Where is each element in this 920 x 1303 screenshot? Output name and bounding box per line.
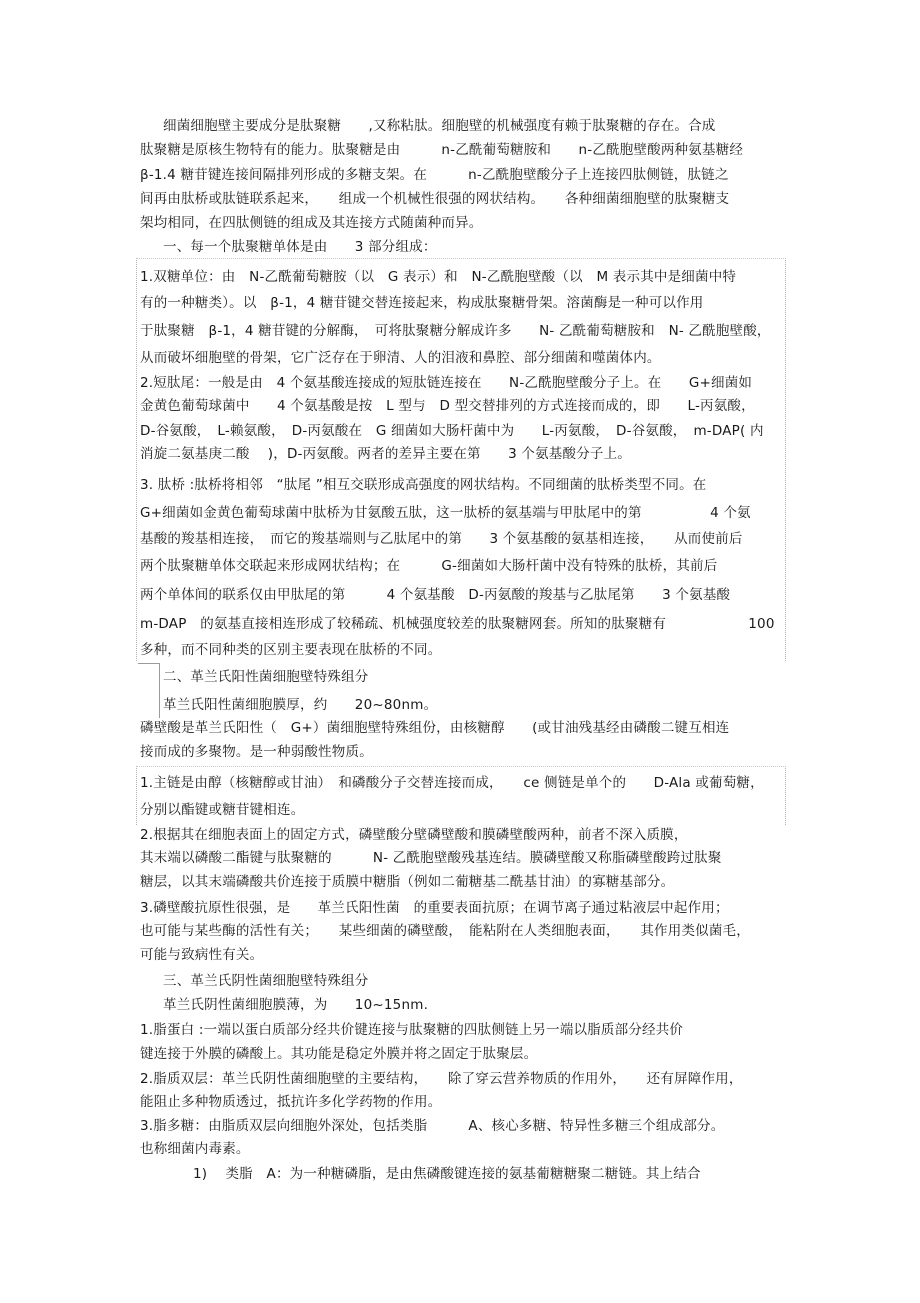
text-line: 从而破坏细胞壁的骨架，它广泛存在于卵清、人的泪液和鼻腔、部分细菌和噬菌体内。 bbox=[140, 350, 661, 366]
text-line: 1.双糖单位：由 N-乙酰葡萄糖胺（以 G 表示）和 N-乙酰胞壁酸（以 M 表示其中是细菌中特 bbox=[140, 269, 737, 285]
text-line: m-DAP 的氨基直接相连形成了较稀疏、机械强度较差的肽聚糖网套。所知的肽聚糖有 100 bbox=[140, 616, 775, 632]
text-line: 1.主链是由醇（核糖醇或甘油） 和磷酸分子交替连接而成， ce 侧链是单个的 D-Ala 或葡萄糖， bbox=[140, 775, 764, 791]
text-line: 分别以酯键或糖苷键相连。 bbox=[140, 802, 305, 818]
text-line: 基酸的羧基相连接， 而它的羧基端则与乙肽尾中的第 3 个氨基酸的氨基相连接， 从而使前后 bbox=[140, 531, 743, 547]
text-line: 肽聚糖是原核生物特有的能力。肽聚糖是由 n-乙酰葡萄糖胺和 n-乙酰胞壁酸两种氨基糖经 bbox=[140, 142, 744, 158]
text-line: 两个肽聚糖单体交联起来形成网状结构；在 G-细菌如大肠杆菌中没有特殊的肽桥，其前后 bbox=[140, 558, 718, 574]
section-heading: 二、革兰氏阳性菌细胞壁特殊组分 bbox=[163, 669, 369, 685]
text-line: G+细菌如金黄色葡萄球菌中肽桥为甘氨酸五肽，这一肽桥的氨基端与甲肽尾中的第 4 个氨 bbox=[140, 505, 751, 521]
section-heading: 三、革兰氏阴性菌细胞壁特殊组分 bbox=[163, 973, 369, 989]
text-line: 其末端以磷酸二酯键与肽聚糖的 N- 乙酰胞壁酸残基连结。膜磷壁酸又称脂磷壁酸跨过肽聚 bbox=[140, 850, 722, 866]
bracket-rule-vertical bbox=[159, 664, 160, 718]
text-line: β-1.4 糖苷键连接间隔排列形成的多糖支架。在 n-乙酰胞壁酸分子上连接四肽侧链，肽链之 bbox=[140, 167, 729, 183]
text-line: 金黄色葡萄球菌中 4 个氨基酸是按 L 型与 D 型交替排列的方式连接而成的，即 L-丙氨酸， bbox=[140, 398, 755, 414]
text-line: 两个单体间的联系仅由甲肽尾的第 4 个氨基酸 D-丙氨酸的羧基与乙肽尾第 3 个氨基酸 bbox=[140, 587, 731, 603]
text-line: D-谷氨酸， L-赖氨酸， D-丙氨酸在 G 细菌如大肠杆菌中为 L-丙氨酸， D-谷氨酸， m-DAP( 内 bbox=[140, 423, 764, 439]
text-line: 3.磷壁酸抗原性很强，是 革兰氏阳性菌 的重要表面抗原；在调节离子通过粘液层中起作用； bbox=[140, 900, 729, 916]
text-line: 有的一种糖类）。以 β-1，4 糖苷键交替连接起来，构成肽聚糖骨架。溶菌酶是一种可以作用 bbox=[140, 295, 704, 311]
text-line: 2.短肽尾：一般是由 4 个氨基酸连接成的短肽链连接在 N-乙酰胞壁酸分子上。在 G+细菌如 bbox=[140, 375, 753, 391]
text-line: 3. 肽桥 :肽桥将相邻 “肽尾 ”相互交联形成高强度的网状结构。不同细菌的肽桥类型不同。在 bbox=[140, 477, 707, 493]
section-heading: 一、每一个肽聚糖单体是由 3 部分组成： bbox=[163, 239, 437, 255]
text-line: 接而成的多聚物。是一种弱酸性物质。 bbox=[140, 744, 373, 760]
text-line: 架均相同，在四肽侧链的组成及其连接方式随菌种而异。 bbox=[140, 215, 483, 231]
text-line: 1.脂蛋白 :一端以蛋白质部分经共价键连接与肽聚糖的四肽侧链上另一端以脂质部分经共价 bbox=[140, 1022, 684, 1038]
text-line: 2.脂质双层：革兰氏阴性菌细胞壁的主要结构， 除了穿云营养物质的作用外， 还有屏障作用， bbox=[140, 1071, 743, 1087]
text-line: 于肽聚糖 β-1，4 糖苷键的分解酶， 可将肽聚糖分解成许多 N- 乙酰葡萄糖胺和 N- 乙酰胞壁酸， bbox=[140, 323, 771, 339]
text-line: 2.根据其在细胞表面上的固定方式，磷壁酸分壁磷壁酸和膜磷壁酸两种，前者不深入质膜， bbox=[140, 827, 688, 843]
text-line: 能阻止多种物质透过，抵抗许多化学药物的作用。 bbox=[140, 1094, 442, 1110]
text-line: 多种，而不同种类的区别主要表现在肽桥的不同。 bbox=[140, 642, 442, 658]
text-line: 键连接于外膜的磷酸上。其功能是稳定外膜并将之固定于肽聚层。 bbox=[140, 1046, 538, 1062]
text-line: 也称细菌内毒素。 bbox=[140, 1141, 250, 1157]
text-line: 细菌细胞壁主要成分是肽聚糖 ,又称粘肽。细胞壁的机械强度有赖于肽聚糖的存在。合成 bbox=[163, 118, 716, 134]
text-line: 糖层，以其末端磷酸共价连接于质膜中糖脂（例如二葡糖基二酰基甘油）的寡糖基部分。 bbox=[140, 874, 675, 890]
text-line: 间再由肽桥或肽链联系起来， 组成一个机械性很强的网状结构。 各种细菌细胞壁的肽聚糖支 bbox=[140, 191, 730, 207]
text-line: 革兰氏阳性菌细胞膜厚，约 20~80nm。 bbox=[163, 697, 438, 713]
text-line: 1) 类脂 A：为一种糖磷脂，是由焦磷酸键连接的氨基葡糖糖聚二糖链。其上结合 bbox=[193, 1166, 701, 1182]
text-line: 革兰氏阴性菌细胞膜薄，为 10~15nm. bbox=[163, 997, 429, 1013]
text-line: 可能与致病性有关。 bbox=[140, 947, 264, 963]
bracket-rule-horizontal bbox=[138, 663, 160, 664]
text-line: 3.脂多糖：由脂质双层向细胞外深处，包括类脂 A、核心多糖、特异性多糖三个组成部分。 bbox=[140, 1118, 725, 1134]
text-line: 也可能与某些酶的活性有关； 某些细菌的磷壁酸， 能粘附在人类细胞表面， 其作用类似菌毛， bbox=[140, 923, 750, 939]
text-line: 磷壁酸是革兰氏阳性（ G+）菌细胞壁特殊组份，由核糖醇 (或甘油残基经由磷酸二键互相连 bbox=[140, 720, 730, 736]
text-line: 消旋二氨基庚二酸 )，D-丙氨酸。两者的差异主要在第 3 个氨基酸分子上。 bbox=[140, 446, 632, 462]
